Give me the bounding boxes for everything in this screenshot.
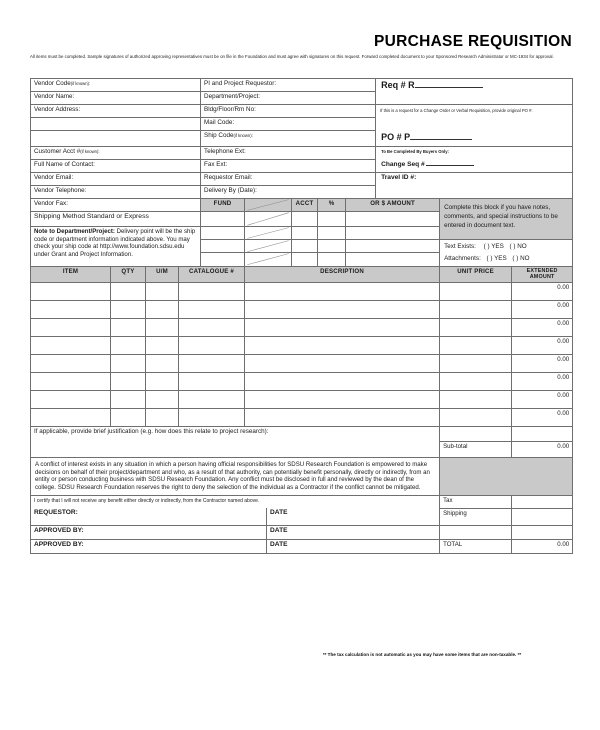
item-value[interactable] — [31, 337, 111, 355]
approved-by-date-label-1: DATE — [270, 526, 288, 534]
total-spacer-left — [440, 525, 512, 539]
total-label: TOTAL — [440, 539, 512, 553]
extended-amount-value[interactable]: 0.00 — [512, 319, 573, 337]
extended-amount-column-header: EXTENDED AMOUNT — [512, 266, 573, 283]
pct-column-header: % — [318, 199, 346, 212]
department-note-title: Note to Department/Project: — [34, 228, 115, 235]
requestor-label: REQUESTOR: — [34, 509, 78, 517]
po-number-blank[interactable] — [410, 139, 472, 140]
vendor-address-label: Vendor Address: — [34, 106, 81, 113]
contact-name-cell[interactable] — [31, 160, 201, 173]
um-value[interactable] — [146, 355, 179, 373]
catalogue-value[interactable] — [179, 337, 245, 355]
um-value[interactable] — [146, 391, 179, 409]
unit-price-value[interactable] — [440, 301, 512, 319]
item-value[interactable] — [31, 373, 111, 391]
amount-column-header: OR $ AMOUNT — [346, 199, 440, 212]
subtotal-label: Sub-total — [440, 442, 512, 458]
catalogue-value[interactable] — [179, 319, 245, 337]
item-value[interactable] — [31, 319, 111, 337]
vendor-address-line2-cell[interactable] — [31, 118, 201, 131]
telephone-ext-label: Telephone Ext: — [204, 148, 246, 155]
vendor-fax-cell[interactable] — [31, 199, 201, 212]
acct-value-4[interactable] — [292, 253, 318, 266]
shipping-label: Shipping — [440, 508, 512, 525]
pct-value-1[interactable] — [318, 212, 346, 227]
form-row-vendor-email — [31, 173, 573, 186]
unit-price-value[interactable] — [440, 391, 512, 409]
text-exists-yes[interactable]: ( ) YES — [483, 243, 504, 250]
fund-value-2[interactable] — [201, 227, 245, 240]
form-row-funding-header — [31, 199, 573, 212]
approved-by-cell-1[interactable] — [31, 525, 267, 539]
catalogue-value[interactable] — [179, 409, 245, 427]
qty-value[interactable] — [111, 301, 146, 319]
extended-amount-value[interactable]: 0.00 — [512, 391, 573, 409]
vendor-code-cell[interactable] — [31, 79, 201, 92]
department-note-cell — [31, 227, 201, 267]
po-number-label: PO # P — [381, 131, 411, 142]
um-value[interactable] — [146, 373, 179, 391]
req-number-cell[interactable] — [376, 79, 573, 105]
telephone-ext-cell[interactable] — [201, 147, 376, 160]
um-value[interactable] — [146, 319, 179, 337]
vendor-name-cell[interactable] — [31, 92, 201, 105]
subtotal-spacer-left — [440, 427, 512, 442]
extended-amount-value[interactable]: 0.00 — [512, 337, 573, 355]
po-number-cell[interactable] — [376, 131, 573, 147]
fax-ext-label: Fax Ext: — [204, 161, 228, 168]
line-items-header-row — [31, 266, 573, 283]
extended-amount-value[interactable]: 0.00 — [512, 355, 573, 373]
requestor-date-cell[interactable] — [267, 508, 440, 525]
description-value[interactable] — [245, 283, 440, 301]
change-order-note-cell — [376, 105, 573, 131]
travel-id-cell[interactable] — [376, 173, 573, 199]
qty-value[interactable] — [111, 373, 146, 391]
vendor-email-cell[interactable] — [31, 173, 201, 186]
customer-acct-cell[interactable] — [31, 147, 201, 160]
extended-amount-value[interactable]: 0.00 — [512, 283, 573, 301]
fund-column-header: FUND — [201, 199, 245, 212]
delivery-by-label: Delivery By (Date): — [204, 187, 257, 194]
req-number-label: Req # R — [381, 80, 415, 90]
requestor-signature-cell[interactable] — [31, 508, 267, 525]
change-seq-blank[interactable] — [426, 165, 474, 166]
notes-block-instruction: Complete this block if you have notes, comments, and special instructions to be entered in document text. — [444, 204, 558, 230]
item-value[interactable] — [31, 355, 111, 373]
diagonal-slash-icon — [245, 240, 291, 252]
certification-cell — [31, 495, 440, 508]
vendor-fax-label: Vendor Fax: — [34, 200, 68, 207]
um-value[interactable] — [146, 337, 179, 355]
tax-footnote: ** The tax calculation is not automatic as you may have some items that are non-taxable. ** — [322, 652, 522, 657]
attachments-yes[interactable]: ( ) YES — [486, 254, 507, 262]
table-row — [31, 319, 573, 337]
unit-price-value[interactable] — [440, 373, 512, 391]
description-value[interactable] — [245, 373, 440, 391]
page-title: PURCHASE REQUISITION — [373, 33, 572, 50]
description-value[interactable] — [245, 409, 440, 427]
text-exists-no[interactable]: ( ) NO — [509, 243, 527, 250]
ship-code-cell[interactable] — [201, 131, 376, 147]
tax-value[interactable] — [512, 495, 573, 508]
text-exists-label: Text Exists: — [444, 243, 476, 250]
total-value[interactable]: 0.00 — [512, 539, 573, 553]
table-row — [31, 301, 573, 319]
form-table — [30, 78, 573, 554]
approved-by-date-label-2: DATE — [270, 540, 288, 548]
mail-code-label: Mail Code: — [204, 119, 235, 126]
diagonal-slash-icon — [245, 227, 291, 239]
justification-label: If applicable, provide brief justification (e.g. how does this relate to project research): — [34, 428, 269, 436]
form-row-vendor-address — [31, 105, 573, 118]
fund-value-3[interactable] — [201, 240, 245, 253]
description-value[interactable] — [245, 319, 440, 337]
vendor-telephone-cell[interactable] — [31, 186, 201, 199]
catalogue-value[interactable] — [179, 391, 245, 409]
diagonal-slash-icon — [245, 253, 291, 265]
diagonal-slash-icon — [245, 199, 291, 211]
requestor-email-label: Requestor Email: — [204, 174, 253, 181]
description-value[interactable] — [245, 301, 440, 319]
customer-acct-label: Customer Acct # — [34, 148, 81, 155]
text-exists-row — [444, 243, 568, 251]
mail-code-cell[interactable] — [201, 118, 376, 131]
approved-by-date-cell-2[interactable] — [267, 539, 440, 553]
requestor-row — [31, 508, 573, 525]
description-column-header: DESCRIPTION — [245, 266, 440, 283]
form-row-address-line3 — [31, 131, 573, 147]
contact-name-label: Full Name of Contact: — [34, 161, 95, 168]
subtotal-spacer-right — [512, 427, 573, 442]
subtotal-value[interactable]: 0.00 — [512, 442, 573, 458]
customer-acct-hint: (if known): — [80, 149, 100, 154]
certification-row — [31, 495, 573, 508]
qty-value[interactable] — [111, 391, 146, 409]
extended-amount-value[interactable]: 0.00 — [512, 373, 573, 391]
catalogue-value[interactable] — [179, 283, 245, 301]
form-row-vendor-code — [31, 79, 573, 92]
approved-by-row-2 — [31, 539, 573, 553]
req-number-blank[interactable] — [415, 87, 483, 88]
qty-value[interactable] — [111, 355, 146, 373]
unit-price-value[interactable] — [440, 355, 512, 373]
qty-value[interactable] — [111, 283, 146, 301]
department-project-label: Department/Project: — [204, 93, 261, 100]
um-value[interactable] — [146, 301, 179, 319]
buyers-only-cell — [376, 147, 573, 160]
pct-value-2[interactable] — [318, 227, 346, 240]
um-column-header: U/M — [146, 266, 179, 283]
justification-cell[interactable] — [31, 427, 440, 458]
unit-price-value[interactable] — [440, 283, 512, 301]
acct-value-3[interactable] — [292, 240, 318, 253]
amount-value-2[interactable] — [346, 227, 440, 240]
form-row-contact — [31, 160, 573, 173]
catalogue-value[interactable] — [179, 301, 245, 319]
tax-label: Tax — [440, 495, 512, 508]
approved-by-label-2: APPROVED BY: — [34, 540, 84, 548]
diagonal-slash-icon — [245, 212, 291, 226]
approved-by-row-1 — [31, 525, 573, 539]
bldg-floor-room-cell[interactable] — [201, 105, 376, 118]
vendor-address-cell[interactable] — [31, 105, 201, 118]
unit-price-value[interactable] — [440, 337, 512, 355]
table-row — [31, 391, 573, 409]
approved-by-date-cell-1[interactable] — [267, 525, 440, 539]
shipping-method-label: Shipping Method Standard or Express — [34, 213, 149, 220]
catalogue-column-header: CATALOGUE # — [179, 266, 245, 283]
conflict-of-interest-row — [31, 458, 573, 495]
table-row — [31, 373, 573, 391]
unit-price-value[interactable] — [440, 319, 512, 337]
fax-ext-cell[interactable] — [201, 160, 376, 173]
acct-value-1[interactable] — [292, 212, 318, 227]
description-value[interactable] — [245, 337, 440, 355]
department-project-cell[interactable] — [201, 92, 376, 105]
catalogue-value[interactable] — [179, 355, 245, 373]
item-value[interactable] — [31, 283, 111, 301]
item-column-header: ITEM — [31, 266, 111, 283]
justification-row — [31, 427, 573, 442]
approved-by-cell-2[interactable] — [31, 539, 267, 553]
um-value[interactable] — [146, 409, 179, 427]
notes-block-instruction-cell — [440, 199, 573, 240]
item-value[interactable] — [31, 301, 111, 319]
fund-value-4[interactable] — [201, 253, 245, 266]
vendor-telephone-label: Vendor Telephone: — [34, 187, 87, 194]
shipping-method-cell[interactable] — [31, 212, 201, 227]
extended-amount-value[interactable]: 0.00 — [512, 409, 573, 427]
requestor-email-cell[interactable] — [201, 173, 376, 186]
table-row — [31, 283, 573, 301]
travel-id-label: Travel ID #: — [381, 174, 417, 181]
ship-code-label: Ship Code — [204, 132, 234, 139]
extended-amount-value[interactable]: 0.00 — [512, 301, 573, 319]
change-seq-cell[interactable] — [376, 160, 573, 173]
department-note-body: Delivery point will be the ship code or department information indicated above. You may check your ship code at http://www.foundation.sdsu.edu under Grant and Project Information. — [34, 228, 196, 258]
vendor-code-label: Vendor Code — [34, 80, 71, 87]
attachments-label: Attachments: — [444, 254, 481, 262]
fund-value-1[interactable] — [201, 212, 245, 227]
pi-project-requestor-cell[interactable] — [201, 79, 376, 92]
pct-value-3[interactable] — [318, 240, 346, 253]
conflict-gray-block — [440, 458, 573, 495]
approved-by-label-1: APPROVED BY: — [34, 526, 84, 534]
buyers-only-label: To Be Completed By Buyers Only: — [381, 149, 449, 154]
requestor-date-label: DATE — [270, 509, 288, 517]
item-value[interactable] — [31, 409, 111, 427]
fund-slash-column-header — [245, 199, 292, 212]
fund-slash-1[interactable] — [245, 212, 292, 227]
unit-price-column-header: UNIT PRICE — [440, 266, 512, 283]
catalogue-value[interactable] — [179, 373, 245, 391]
conflict-of-interest-text: A conflict of interest exists in any situation in which a person having official responsibilities for SDSU Research Foundation is empowered to make decisions on behalf of their project/department and who, as a result of that authority, can potentially benefit personally, directly or indirectly, from an entity or person conducting business with SDSU Research Foundation. Any conflict must be disclosed in full and reviewed by the dean of the college. SDSU Research Foundation reserves the right to deny the selection of the individual as a Contractor if the conflict cannot be mitigated. — [31, 458, 440, 495]
description-value[interactable] — [245, 355, 440, 373]
qty-value[interactable] — [111, 319, 146, 337]
table-row — [31, 355, 573, 373]
qty-value[interactable] — [111, 409, 146, 427]
amount-value-3[interactable] — [346, 240, 440, 253]
vendor-code-hint: (if known): — [70, 81, 91, 86]
attachments-no[interactable]: ( ) NO — [512, 254, 530, 262]
acct-value-2[interactable] — [292, 227, 318, 240]
bldg-floor-room-label: Bldg/Floor/Rm No: — [204, 106, 256, 113]
fund-slash-2[interactable] — [245, 227, 292, 240]
qty-column-header: QTY — [111, 266, 146, 283]
ship-code-hint: (if known): — [233, 133, 253, 138]
form-row-customer-acct — [31, 147, 573, 160]
pi-project-requestor-label: PI and Project Requestor: — [204, 80, 277, 87]
table-row — [31, 409, 573, 427]
shipping-value[interactable] — [512, 508, 573, 525]
vendor-address-line3-cell[interactable] — [31, 131, 201, 147]
fund-slash-4[interactable] — [245, 253, 292, 266]
unit-price-value[interactable] — [440, 409, 512, 427]
change-seq-label: Change Seq # — [381, 160, 425, 168]
vendor-email-label: Vendor Email: — [34, 174, 74, 181]
amount-value-1[interactable] — [346, 212, 440, 227]
acct-column-header: ACCT — [292, 199, 318, 212]
pct-value-4[interactable] — [318, 253, 346, 266]
change-order-note: If this is a request for a Change Order or Verbal Requisition, provide original PO #: — [380, 108, 533, 113]
qty-value[interactable] — [111, 337, 146, 355]
table-row — [31, 337, 573, 355]
certification-text: I certify that I will not receive any benefit either directly or indirectly, from the Contractor named above. — [34, 497, 260, 504]
vendor-name-label: Vendor Name: — [34, 93, 75, 100]
total-spacer-right — [512, 525, 573, 539]
form-instructions: All items must be completed. Sample signatures of authorized approving representatives must be on file in the Foundation and must agree with signatures on this request. Forward completed document to your Sponsored Research Administrator or MC-1934 for approval. — [30, 54, 554, 59]
fund-slash-3[interactable] — [245, 240, 292, 253]
description-value[interactable] — [245, 391, 440, 409]
item-value[interactable] — [31, 391, 111, 409]
notes-block-options-cell — [440, 240, 573, 267]
attachments-row — [444, 255, 568, 263]
delivery-by-cell[interactable] — [201, 186, 376, 199]
amount-value-4[interactable] — [346, 253, 440, 266]
um-value[interactable] — [146, 283, 179, 301]
